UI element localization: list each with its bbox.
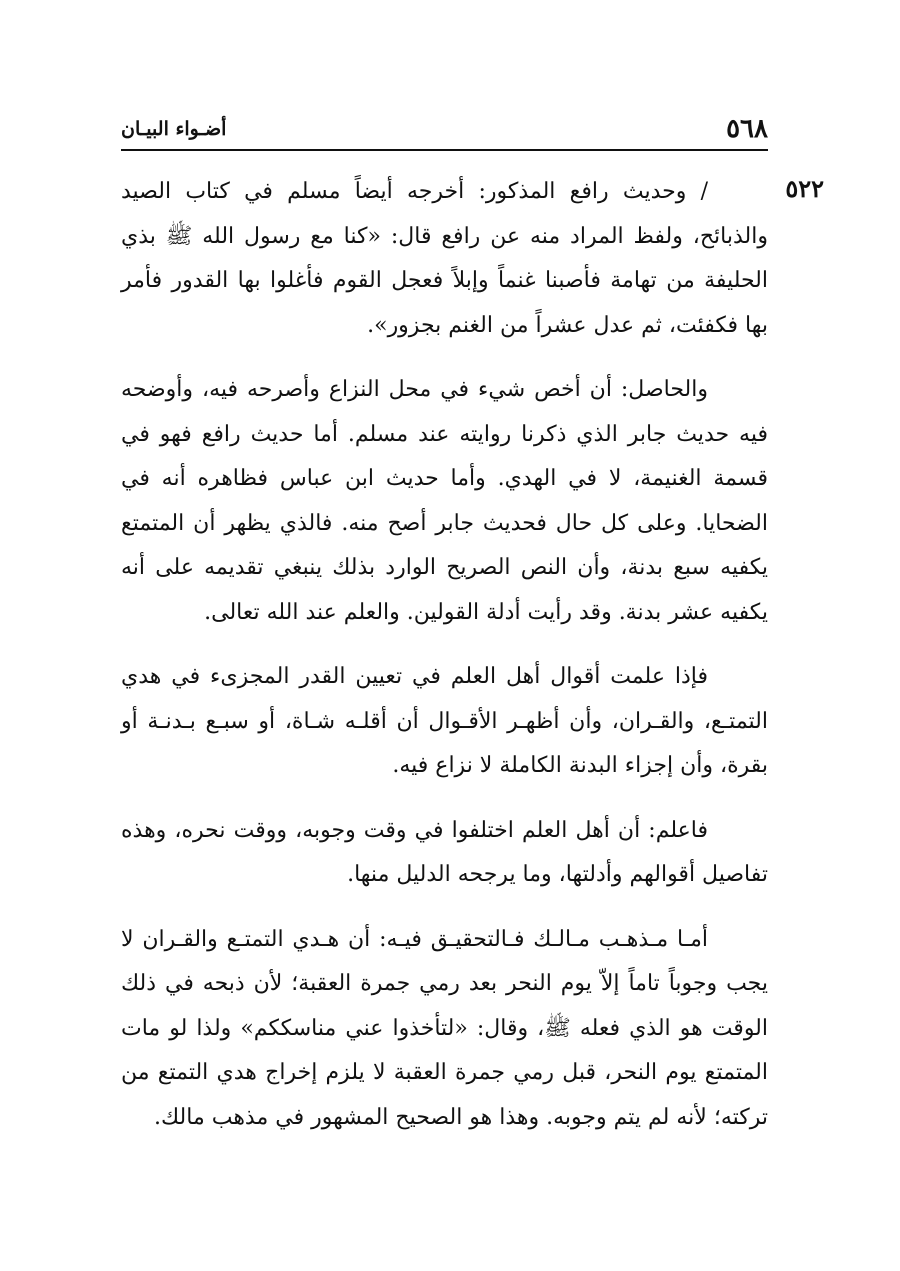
- paragraph-time-of-obligation: فاعلم: أن أهل العلم اختلفوا في وقت وجوبه، ووقت نحره، وهذه تفاصيل أقوالهم وأدلتها، وما يرجحه الدليل منها.: [121, 817, 768, 887]
- body-text: [121, 170, 768, 1140]
- page-marker: ٥٢٢: [785, 174, 824, 203]
- page-header: [121, 112, 768, 146]
- paragraph-sufficient-amount: فإذا علمت أقوال أهل العلم في تعيين القدر المجزىء في هدي التمتـع، والقـران، وأن أظهـر الأقـوال أن أقلـه شـاة، أو سبـع بـدنـة أو بقرة، وأن إجزاء البدنة الكاملة لا نزاع فيه.: [121, 664, 768, 778]
- header-rule: [121, 149, 768, 151]
- page-number: ٥٦٨: [726, 114, 768, 144]
- running-title: أضـواء البيـان: [121, 118, 227, 140]
- paragraph-conclusion: والحاصل: أن أخص شيء في محل النزاع وأصرحه فيه، وأوضحه فيه حديث جابر الذي ذكرنا روايته عند مسلم. أما حديث رافع فهو في قسمة الغنيمة، لا في الهدي. وأما حديث ابن عباس فظاهره أنه في الضحايا. وعلى كل حال فحديث جابر أصح منه. فالذي يظهر أن المتمتع يكفيه سبع بدنة، وأن النص الصريح الوارد بذلك ينبغي تقديمه على أنه يكفيه عشر بدنة. وقد رأيت أدلة القولين. والعلم عند الله تعالى.: [121, 377, 768, 625]
- paragraph-rafi-hadith: / وحديث رافع المذكور: أخرجه أيضاً مسلم في كتاب الصيد والذبائح، ولفظ المراد منه عن رافع قال: «كنا مع رسول الله ﷺ بذي الحليفة من تهامة فأصبنا غنماً وإبلاً فعجل القوم فأغلوا بها القدور فأمر بها فكفئت، ثم عدل عشراً من الغنم بجزور».: [121, 179, 768, 338]
- paragraph-maliki-view: أمـا مـذهـب مـالـك فـالتحقيـق فيـه: أن هـدي التمتـع والقـران لا يجب وجوباً تاماً إلاّ يوم النحر بعد رمي جمرة العقبة؛ لأن ذبحه في ذلك الوقت هو الذي فعله ﷺ، وقال: «لتأخذوا عني مناسككم» ولذا لو مات المتمتع يوم النحر، قبل رمي جمرة العقبة لا يلزم إخراج هدي التمتع من تركته؛ لأنه لم يتم وجوبه. وهذا هو الصحيح المشهور في مذهب مالك.: [121, 926, 768, 1130]
